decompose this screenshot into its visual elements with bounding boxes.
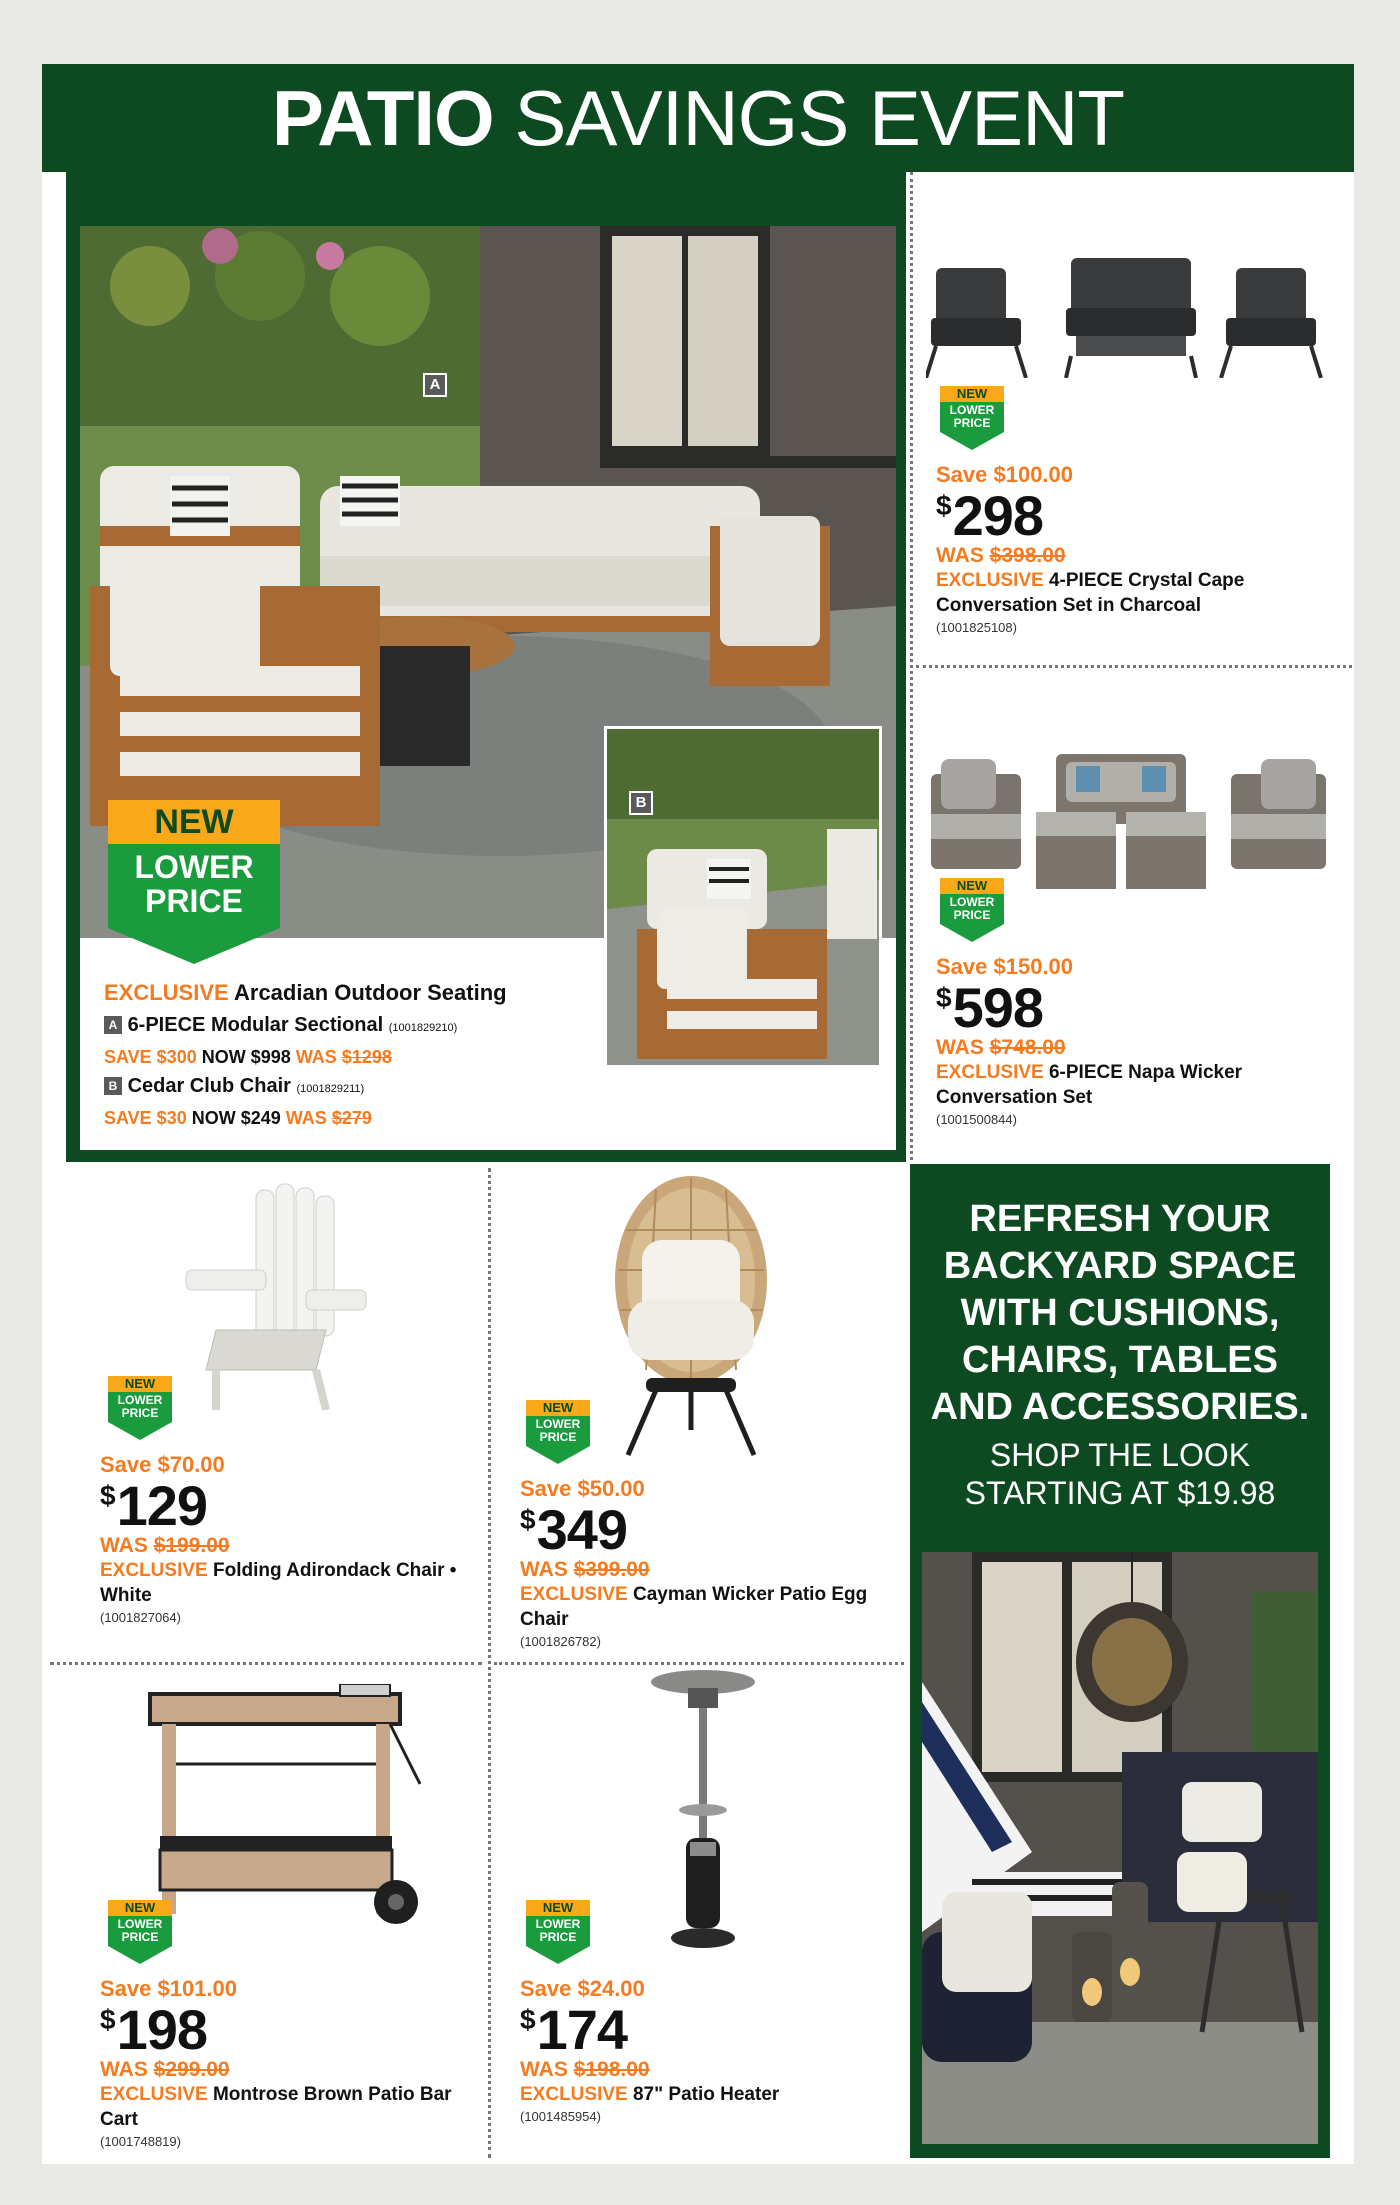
product-card[interactable]: [918, 672, 1348, 1160]
sale-price: $129: [100, 1474, 208, 1537]
marker-b: B: [629, 791, 653, 815]
marker-a: A: [423, 373, 447, 397]
lower-price-badge: NEW LOWER PRICE: [940, 878, 1004, 942]
item-b-name: Cedar Club Chair: [127, 1075, 291, 1097]
promo-photo: [922, 1552, 1318, 2144]
was-price: WAS $399.00: [520, 1558, 650, 1581]
title-rest: SAVINGS EVENT: [514, 74, 1125, 162]
save-amount: Save $101.00: [100, 1976, 238, 2001]
item-a-was: $1298: [341, 1047, 392, 1067]
item-b-marker: B: [104, 1077, 122, 1095]
save-amount: Save $24.00: [520, 1976, 645, 2001]
item-a-was-label: WAS: [295, 1047, 337, 1067]
sale-price: $349: [520, 1498, 628, 1561]
was-price: WAS $198.00: [520, 2058, 650, 2081]
product-card[interactable]: [500, 1170, 900, 1658]
lower-price-badge: NEW LOWER PRICE: [108, 1376, 172, 1440]
product-copy: [100, 1976, 480, 2149]
save-amount: Save $100.00: [936, 462, 1074, 487]
item-b-now: NOW $249: [191, 1108, 281, 1128]
lower-price-badge: NEW LOWER PRICE: [526, 1400, 590, 1464]
wicker-set-illustration: [926, 744, 1336, 894]
club-chair-illustration: [607, 729, 882, 1068]
cozy-patio-illustration: [922, 1552, 1318, 2144]
divider-right-1: [916, 665, 1352, 668]
feature-badge-new: NEW: [108, 800, 280, 844]
product-sku: (1001826782): [520, 1634, 601, 1649]
product-copy: [100, 1452, 480, 1625]
divider-lower-grid: [488, 1168, 491, 2158]
was-price: WAS $398.00: [936, 544, 1066, 567]
promo-panel: [910, 1164, 1330, 2158]
sale-price: $198: [100, 1998, 208, 2061]
item-b-was-label: WAS: [285, 1108, 327, 1128]
product-card[interactable]: [80, 1670, 480, 2158]
was-price: WAS $299.00: [100, 2058, 230, 2081]
product-sku: (1001485954): [520, 2109, 601, 2124]
product-sku: (1001825108): [936, 620, 1017, 635]
lower-price-badge: NEW LOWER PRICE: [526, 1900, 590, 1964]
save-amount: Save $70.00: [100, 1452, 225, 1477]
product-copy: [520, 1476, 900, 1649]
product-sku: (1001827064): [100, 1610, 181, 1625]
adirondack-chair-illustration: [176, 1180, 376, 1410]
divider-lower-mid: [494, 1662, 904, 1665]
promo-headline: REFRESH YOUR BACKYARD SPACE WITH CUSHIONS, CHAIRS, TABLES AND ACCESSORIES.: [930, 1198, 1310, 1428]
item-a-now: NOW $998: [201, 1047, 291, 1067]
conversation-set-illustration: [926, 258, 1336, 378]
lower-price-badge: NEW LOWER PRICE: [108, 1900, 172, 1964]
feature-title: Arcadian Outdoor Seating: [234, 980, 507, 1005]
inset-photo-b: [604, 726, 882, 1068]
item-a-marker: A: [104, 1016, 122, 1034]
item-a-name: Modular Sectional: [210, 1014, 384, 1036]
divider-lower-left: [50, 1662, 482, 1665]
bar-cart-illustration: [140, 1684, 430, 1944]
item-b-sku: (1001829211): [296, 1083, 365, 1095]
product-sku: (1001500844): [936, 1112, 1017, 1127]
product-sku: (1001748819): [100, 2134, 181, 2149]
item-a-sku: (1001829210): [388, 1022, 458, 1034]
product-name: EXCLUSIVE 87" Patio Heater: [520, 2084, 780, 2105]
feature-badge-lower: LOWER PRICE: [108, 844, 280, 928]
item-b-save: SAVE $30: [104, 1108, 187, 1128]
product-card[interactable]: [918, 180, 1348, 660]
product-name: EXCLUSIVE Folding Adirondack Chair • White: [100, 1560, 457, 1606]
was-price: WAS $199.00: [100, 1534, 230, 1557]
egg-chair-illustration: [606, 1170, 776, 1460]
was-price: WAS $748.00: [936, 1036, 1066, 1059]
product-name: EXCLUSIVE Cayman Wicker Patio Egg Chair: [520, 1584, 868, 1630]
patio-heater-illustration: [648, 1670, 758, 1960]
sale-price: $298: [936, 484, 1044, 547]
item-a-save: SAVE $300: [104, 1047, 197, 1067]
product-card[interactable]: [80, 1170, 480, 1658]
product-name: EXCLUSIVE 4-PIECE Crystal Cape Conversation Set in Charcoal: [936, 570, 1245, 616]
promo-shop-the-look[interactable]: SHOP THE LOOK STARTING AT $19.98: [964, 1437, 1276, 1511]
feature-copy: [104, 978, 604, 1132]
save-amount: Save $150.00: [936, 954, 1074, 979]
sale-price: $598: [936, 976, 1044, 1039]
product-copy: [520, 1976, 900, 2124]
product-name: EXCLUSIVE 6-PIECE Napa Wicker Conversation Set: [936, 1062, 1243, 1108]
product-copy: [936, 954, 1336, 1127]
lower-price-badge: NEW LOWER PRICE: [940, 386, 1004, 450]
feature-exclusive: EXCLUSIVE: [104, 980, 229, 1005]
product-card[interactable]: [500, 1670, 900, 2158]
feature-badge: [108, 800, 280, 964]
divider-right-column: [910, 172, 913, 1160]
product-name: EXCLUSIVE Montrose Brown Patio Bar Cart: [100, 2084, 452, 2130]
page-title: [42, 64, 1354, 172]
item-a-label: 6-PIECE: [127, 1014, 206, 1036]
sale-price: $174: [520, 1998, 628, 2061]
title-bold: PATIO: [271, 74, 494, 162]
item-b-was: $279: [331, 1108, 372, 1128]
save-amount: Save $50.00: [520, 1476, 645, 1501]
product-copy: [936, 462, 1336, 635]
